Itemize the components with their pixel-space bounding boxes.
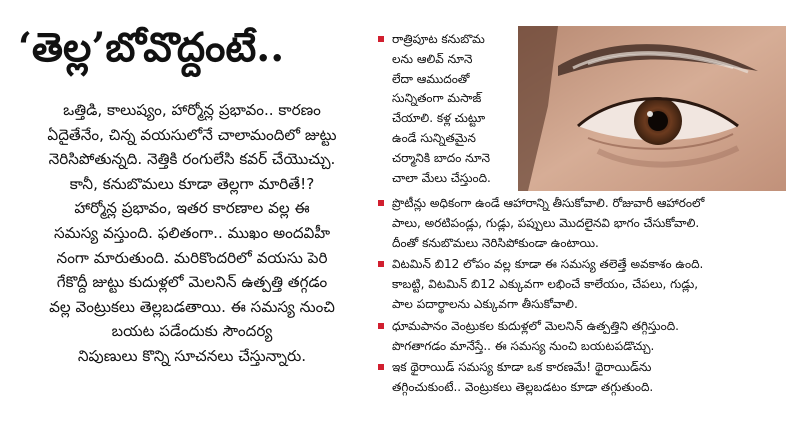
body-line: బయట పడేందుకు సౌందర్య xyxy=(111,322,273,341)
body-line: వల్ల వెంట్రుకలు తెల్లబడతాయి. ఈ సమస్య నుంచి xyxy=(49,297,335,316)
bullet-line: రాత్రిపూట కనుబొమ xyxy=(392,32,485,46)
body-line: ఏదైతేనేం, చిన్న వయసులోనే చాలామందిలో జుట్టు xyxy=(47,125,337,144)
headline: ‘తెల్ల’బోవొద్దంటే.. xyxy=(18,24,285,71)
bullet-marker-icon xyxy=(378,36,384,42)
bullet-line: చేయాలి. కళ్ల చుట్టూ xyxy=(392,111,486,126)
bullet-line: పాలు, అరటిపండ్లు, గుడ్లు, పప్పులు మొదలైనవి భాగం చేసుకోవాలి. xyxy=(392,215,700,230)
article-body xyxy=(14,98,370,369)
bullet-line: చాలా మేలు చేస్తుంది. xyxy=(392,170,491,185)
bullet-line: లను ఆలివ్ నూనె xyxy=(392,51,473,66)
body-line: హార్మోన్ల ప్రభావం, ఇతర కారణాల వల్ల ఈ xyxy=(74,199,310,218)
bullet-line: ఉండే సున్నితమైన xyxy=(392,130,476,145)
bullet-item xyxy=(376,317,788,357)
bullet-line: కాబట్టి, విటమిన్ బి12 ఎక్కువగా లభించే కాలేయం, చేపలు, గుడ్లు, xyxy=(392,277,699,292)
bullet-line: పొగతాగడం మానేస్తే.. ఈ సమస్య నుంచి బయటపడొచ్చు. xyxy=(392,338,655,353)
bullet-list-top xyxy=(376,30,516,190)
eye-illustration xyxy=(518,26,786,191)
bullet-item xyxy=(376,358,788,398)
bullet-line: చర్మానికి బాదం నూనె xyxy=(392,150,491,165)
body-line: ఒత్తిడి, కాలుష్యం, హార్మోన్ల ప్రభావం.. కారణం xyxy=(63,101,321,119)
bullet-line: దీంతో కనుబొమలు నెరిసిపోకుండా ఉంటాయి. xyxy=(392,235,599,250)
bullet-line: ప్రొటీన్లు అధికంగా ఉండే ఆహారాన్ని తీసుకోవాలి. రోజువారీ ఆహారంలో xyxy=(392,196,705,210)
body-line: నెరిసిపోతున్నది. నెత్తికి రంగులేసి కవర్ చేయొచ్చు. xyxy=(48,150,336,169)
bullet-line: లేదా ఆముదంతో xyxy=(392,71,470,86)
bullet-line: సున్నితంగా మసాజ్ xyxy=(392,91,482,106)
body-line: కానీ, కనుబొమలు కూడా తెల్లగా మారితే!? xyxy=(69,174,315,193)
bullet-item xyxy=(376,194,788,253)
bullet-list xyxy=(376,194,788,400)
body-line: సమస్య వస్తుంది. ఫలితంగా.. ముఖం అందవిహీ xyxy=(53,223,331,242)
bullet-line: పాల పదార్థాలను ఎక్కువగా తీసుకోవాలి. xyxy=(392,296,578,311)
bullet-line: తగ్గించుకుంటే.. వెంట్రుకలు తెల్లబడటం కూడా తగ్గుతుంది. xyxy=(392,380,654,395)
bullet-line: ఇక థైరాయిడ్ సమస్య కూడా ఒక కారణమే! థైరాయిడ్‌ను xyxy=(392,360,652,375)
body-line: నంగా మారుతుంది. మరికొందరిలో వయసు పెరి xyxy=(56,248,328,267)
bullet-marker-icon xyxy=(378,323,384,329)
bullet-item xyxy=(376,30,516,188)
bullet-item xyxy=(376,255,788,314)
bullet-marker-icon xyxy=(378,364,384,370)
bullet-marker-icon xyxy=(378,200,384,206)
bullet-marker-icon xyxy=(378,261,384,267)
eye-closeup-photo xyxy=(518,26,786,191)
bullet-line: విటమిన్ బి12 లోపం వల్ల కూడా ఈ సమస్య తలెత్తే అవకాశం ఉంది. xyxy=(392,257,704,272)
body-line: నిపుణులు కొన్ని సూచనలు చేస్తున్నారు. xyxy=(77,346,307,365)
bullet-line: ధూమపానం వెంట్రుకల కుదుళ్లలో మెలనిన్ ఉత్పత్తిని తగ్గిస్తుంది. xyxy=(392,318,679,333)
body-line: గేకొద్దీ జుట్టు కుదుళ్లలో మెలనిన్ ఉత్పత్తి తగ్గడం xyxy=(56,273,328,292)
